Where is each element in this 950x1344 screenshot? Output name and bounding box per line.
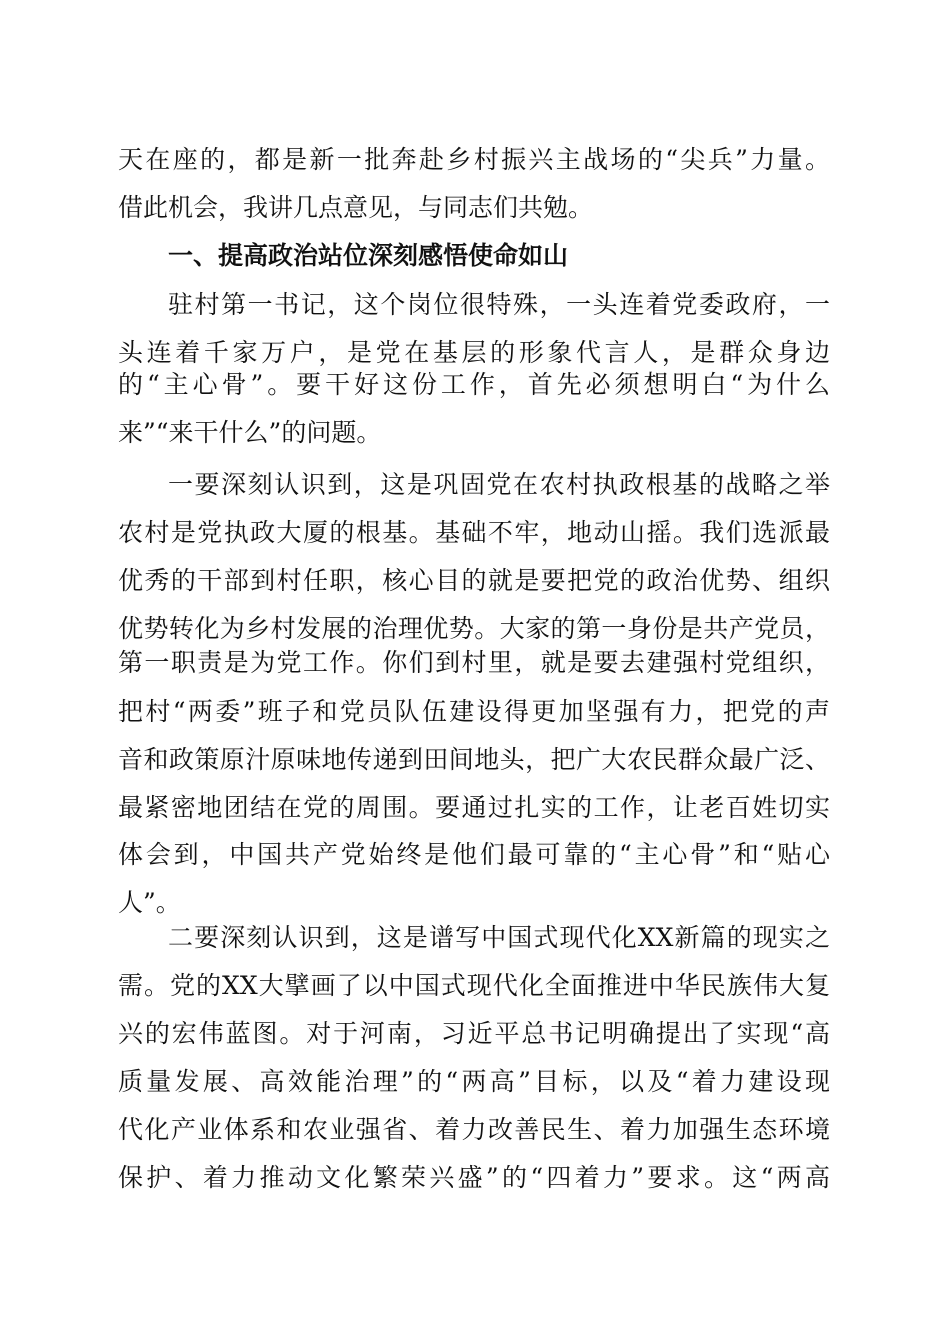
body-text-line: 代化产业体系和农业强省、着力改善民生、着力加强生态环境 bbox=[118, 1115, 830, 1144]
body-text-line: 最紧密地团结在党的周围。要通过扎实的工作，让老百姓切实 bbox=[118, 793, 830, 822]
body-text-line: 优秀的干部到村任职，核心目的就是要把党的政治优势、组织 bbox=[118, 566, 830, 595]
body-text-line: 质量发展、高效能治理”的“两高”目标，以及“着力建设现 bbox=[118, 1067, 830, 1096]
body-text-line: 农村是党执政大厦的根基。基础不牢，地动山摇。我们选派最 bbox=[118, 518, 830, 547]
paragraph-first-line: 一要深刻认识到，这是巩固党在农村执政根基的战略之举 bbox=[168, 470, 830, 499]
body-text-line: 第一职责是为党工作。你们到村里，就是要去建强村党组织， bbox=[118, 648, 830, 677]
body-text-line: 天在座的，都是新一批奔赴乡村振兴主战场的“尖兵”力量。 bbox=[118, 145, 830, 174]
body-text-line: 兴的宏伟蓝图。对于河南，习近平总书记明确提出了实现“高 bbox=[118, 1019, 830, 1048]
body-text-line: 把村“两委”班子和党员队伍建设得更加坚强有力，把党的声 bbox=[118, 697, 830, 726]
paragraph-first-line: 驻村第一书记，这个岗位很特殊，一头连着党委政府，一 bbox=[168, 290, 830, 319]
body-text-line: 音和政策原汁原味地传递到田间地头，把广大农民群众最广泛、 bbox=[118, 745, 830, 774]
body-text-line: 借此机会，我讲几点意见，与同志们共勉。 bbox=[118, 193, 594, 222]
body-text-line: 的“主心骨”。要干好这份工作，首先必须想明白“为什么 bbox=[118, 370, 830, 399]
body-text-line: 优势转化为乡村发展的治理优势。大家的第一身份是共产党员， bbox=[118, 614, 830, 643]
paragraph-first-line: 二要深刻认识到，这是谱写中国式现代化XX新篇的现实之 bbox=[168, 923, 830, 952]
body-text-line: 需。党的XX大擘画了以中国式现代化全面推进中华民族伟大复 bbox=[118, 971, 830, 1000]
section-heading: 一、提高政治站位深刻感悟使命如山 bbox=[168, 241, 569, 270]
body-text-line: 头连着千家万户，是党在基层的形象代言人，是群众身边 bbox=[118, 338, 830, 367]
body-text-line: 人”。 bbox=[118, 888, 181, 917]
body-text-line: 来”“来干什么”的问题。 bbox=[118, 418, 382, 447]
body-text-line: 保护、着力推动文化繁荣兴盛”的“四着力”要求。这“两高 bbox=[118, 1163, 830, 1192]
body-text-line: 体会到，中国共产党始终是他们最可靠的“主心骨”和“贴心 bbox=[118, 840, 830, 869]
